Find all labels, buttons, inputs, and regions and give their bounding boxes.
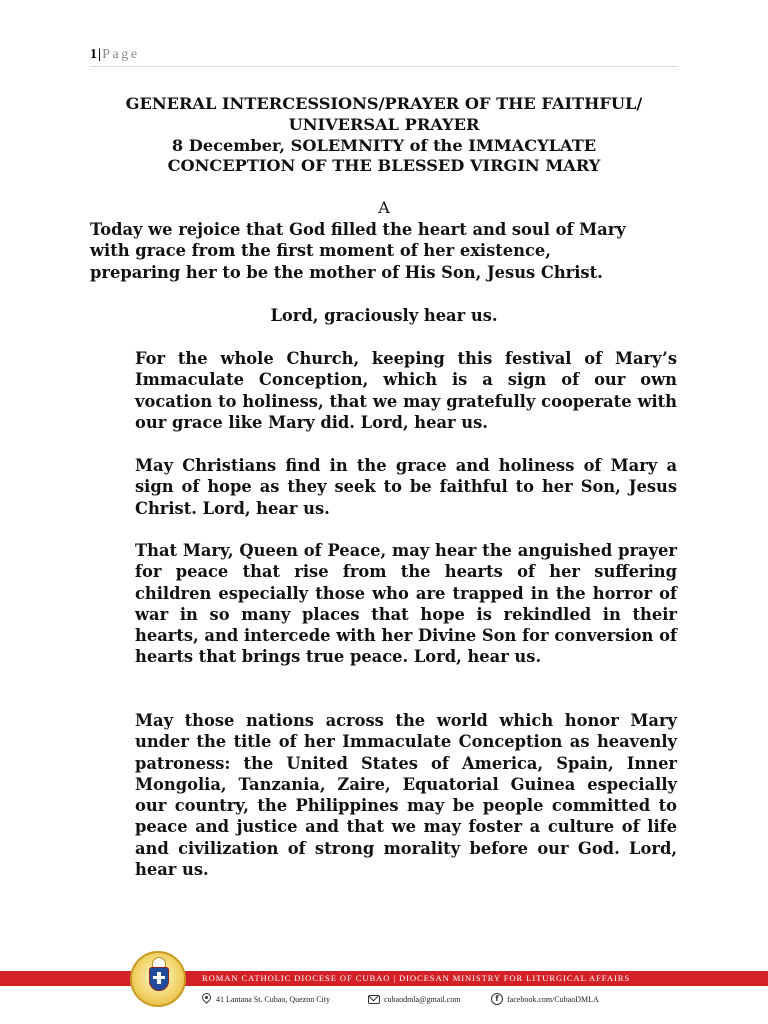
introduction	[90, 219, 690, 283]
page-number: 1	[90, 47, 97, 62]
cycle-letter: A	[378, 198, 390, 217]
petition-church: For the whole Church, keeping this festival of Mary’s Immaculate Conception, which is a sign of our own vocation to holiness, that we may gratefully cooperate with our grace like Mary did. Lord, hear us.	[135, 349, 677, 432]
page-header	[90, 47, 678, 67]
title-line-3: 8 December, SOLEMNITY of the IMMACYLATE	[171, 135, 597, 155]
location-pin-icon	[200, 993, 212, 1005]
facebook-icon: f	[491, 993, 503, 1005]
petition-peace: That Mary, Queen of Peace, may hear the anguished prayer for peace that rise from the hearts of her suffering children especially those who are trapped in the horror of war in so many places that hope is rekindled in their hearts, and intercede with her Divine Son for conversion of hearts that brings true peace. Lord, hear us.	[135, 541, 677, 667]
footer-band	[0, 971, 768, 986]
petition-christians: May Christians find in the grace and holiness of Mary a sign of hope as they seek to be faithful to her Son, Jesus Christ. Lord, hear us.	[135, 456, 677, 518]
footer-band-text: ROMAN CATHOLIC DIOCESE OF CUBAO | DIOCESAN MINISTRY FOR LITURGICAL AFFAIRS	[202, 973, 631, 983]
mail-icon	[368, 993, 380, 1005]
response-line: Lord, graciously hear us.	[270, 306, 498, 325]
email-text[interactable]: cubaodmla@gmail.com	[384, 994, 461, 1004]
diocese-seal-logo	[130, 951, 186, 1007]
footer-email[interactable]	[368, 993, 460, 1005]
page-separator: |	[98, 47, 102, 62]
petition-nations: May those nations across the world which honor Mary under the title of her Immaculate Conception as heavenly patroness: the United States of America, Spain, Inner Mongolia, Tanzania, Zaire, Equatorial Guinea especially our country, the Philippines may be people committed to peace and justice and that we may foster a culture of life and civilization of strong morality before our God. Lord, hear us.	[135, 711, 677, 880]
footer-facebook[interactable]	[491, 993, 599, 1005]
title-line-4: CONCEPTION OF THE BLESSED VIRGIN MARY	[167, 156, 601, 176]
intro-line-2: with grace from the first moment of her existence,	[90, 241, 551, 261]
document-title	[60, 94, 708, 177]
page-word: Page	[102, 47, 140, 62]
address-text: 41 Lantana St. Cubao, Quezon City	[216, 994, 330, 1004]
title-line-1: GENERAL INTERCESSIONS/PRAYER OF THE FAITHFUL/	[125, 94, 643, 113]
footer-address	[200, 993, 330, 1005]
intro-line-1: Today we rejoice that God filled the heart and soul of Mary	[90, 220, 626, 239]
facebook-text[interactable]: facebook.com/CubaoDMLA	[507, 994, 599, 1004]
title-line-2: UNIVERSAL PRAYER	[288, 114, 480, 134]
intro-line-3: preparing her to be the mother of His Son, Jesus Christ.	[90, 262, 603, 282]
